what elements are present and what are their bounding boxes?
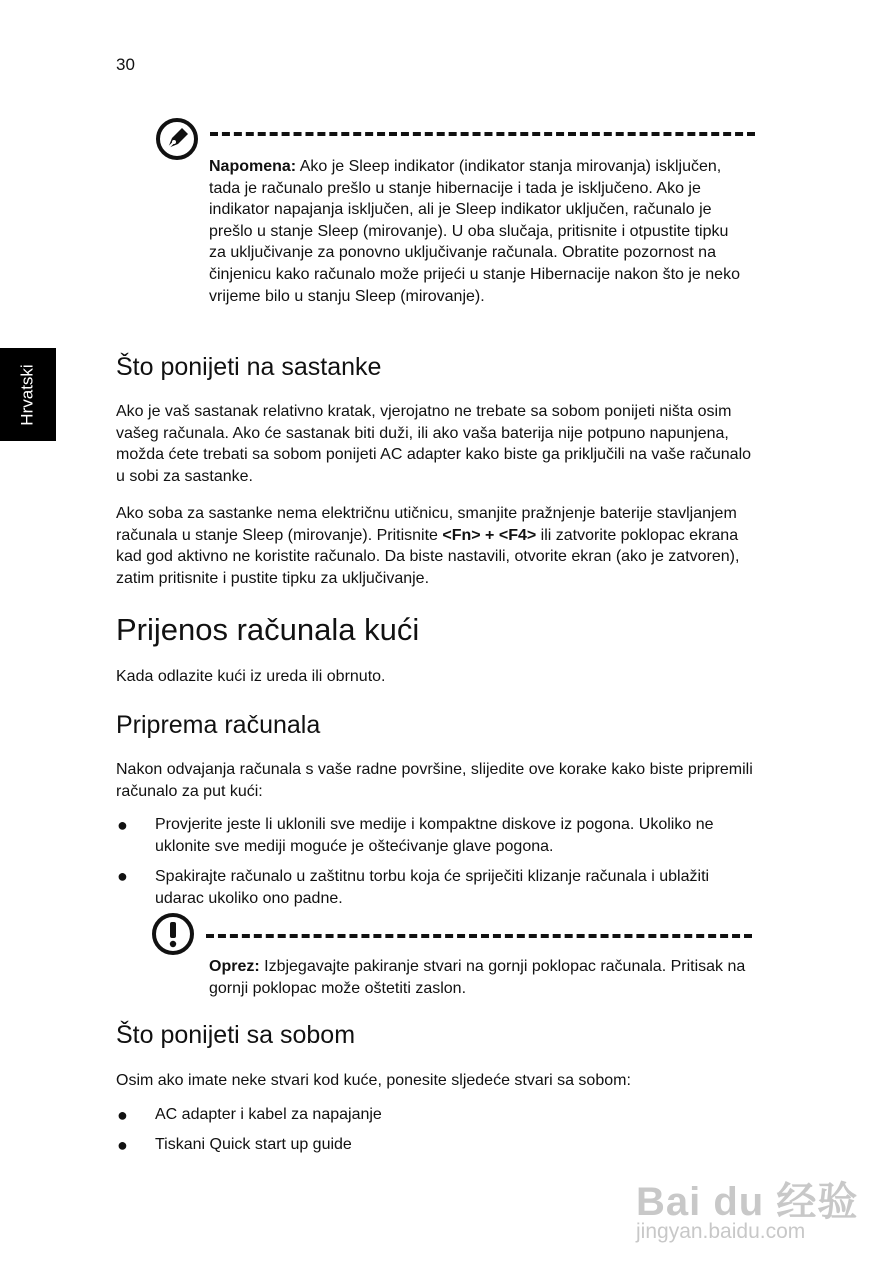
- caution-dotted-rule: [206, 934, 752, 938]
- page-number: 30: [116, 55, 135, 74]
- bullet-icon: ●: [117, 866, 128, 886]
- caution-label: Oprez:: [209, 958, 260, 975]
- note-label: Napomena:: [209, 158, 297, 175]
- bring-bullet-1: AC adapter i kabel za napajanje: [155, 1106, 382, 1123]
- bullet-icon: ●: [117, 815, 128, 835]
- home-intro: Kada odlazite kući iz ureda ili obrnuto.: [116, 668, 386, 685]
- caution-body: Izbjegavajte pakiranje stvari na gornji poklopac računala. Pritisak na gornji poklopac može oštetiti zaslon.: [209, 958, 746, 997]
- heading-home: Prijenos računala kući: [116, 612, 420, 647]
- meetings-paragraph-2: [116, 503, 756, 589]
- meetings-paragraph-1: Ako je vaš sastanak relativno kratak, vjerojatno ne trebate sa sobom ponijeti ništa osim vašeg računala. Ako će sastanak biti duži, ili ako vaša baterija nije potpuno napunjena, možda ćete trebati sa sobom ponijeti AC adapter kako biste ga priključili na vaše računalo u sobi za sastanke.: [116, 403, 752, 485]
- caution-icon: [151, 912, 195, 956]
- key-combination: <Fn> + <F4>: [442, 526, 537, 544]
- bring-bullet-2: Tiskani Quick start up guide: [155, 1136, 352, 1153]
- note-body: Ako je Sleep indikator (indikator stanja mirovanja) isključen, tada je računalo prešlo u stanje hibernacije i tada je isključeno. Ako je indikator napajanja isključen, ali je Sleep indikator uključen, računalo je prešlo u stanje Sleep (mirovanje). U oba slučaja, pritisnite i otpustite tipku za uključivanje za ponovno uključivanje računala. Obratite pozornost na činjenicu kako računalo može prijeći u stanje Hibernacije nakon što je neko vrijeme bilo u stanju Sleep (mirovanje).: [209, 158, 740, 305]
- watermark-logo: Bai du 经验: [636, 1180, 859, 1224]
- prepare-bullet-1: Provjerite jeste li uklonili sve medije i kompaktne diskove iz pogona. Ukoliko ne uklonite sve mediji moguće je oštećivanje glave pogona.: [155, 816, 714, 855]
- caution-text: [209, 956, 749, 999]
- side-tab-label: Hrvatski: [18, 363, 37, 426]
- prepare-bullet-2: Spakirajte računalo u zaštitnu torbu koja će spriječiti klizanje računala i ublažiti udarac ukoliko ono padne.: [155, 868, 710, 907]
- pen-note-icon: [155, 117, 199, 161]
- heading-prepare: Priprema računala: [116, 711, 321, 739]
- prepare-intro: Nakon odvajanja računala s vaše radne površine, slijedite ove korake kako biste pripremili računalo za put kući:: [116, 761, 753, 800]
- bring-intro: Osim ako imate neke stvari kod kuće, ponesite sljedeće stvari sa sobom:: [116, 1072, 631, 1089]
- bullet-icon: ●: [117, 1135, 128, 1155]
- language-side-tab: [0, 348, 56, 441]
- note-text: [209, 156, 749, 307]
- bullet-icon: ●: [117, 1105, 128, 1125]
- heading-bring: Što ponijeti sa sobom: [116, 1021, 356, 1049]
- note-dotted-rule: [210, 132, 755, 136]
- heading-meetings: Što ponijeti na sastanke: [116, 353, 382, 381]
- meetings-p2-part2: ili zatvorite poklopac ekrana kad god aktivno ne koristite računalo. Da biste nastavili, otvorite ekran (ako je zatvoren), zatim pritisnite i pustite tipku za uključivanje.: [116, 526, 740, 587]
- meetings-p2-part1: Ako soba za sastanke nema električnu utičnicu, smanjite pražnjenje baterije stavljanjem računala u stanje Sleep (mirovanje). Pritisnite: [116, 505, 737, 544]
- watermark-url: jingyan.baidu.com: [636, 1220, 806, 1243]
